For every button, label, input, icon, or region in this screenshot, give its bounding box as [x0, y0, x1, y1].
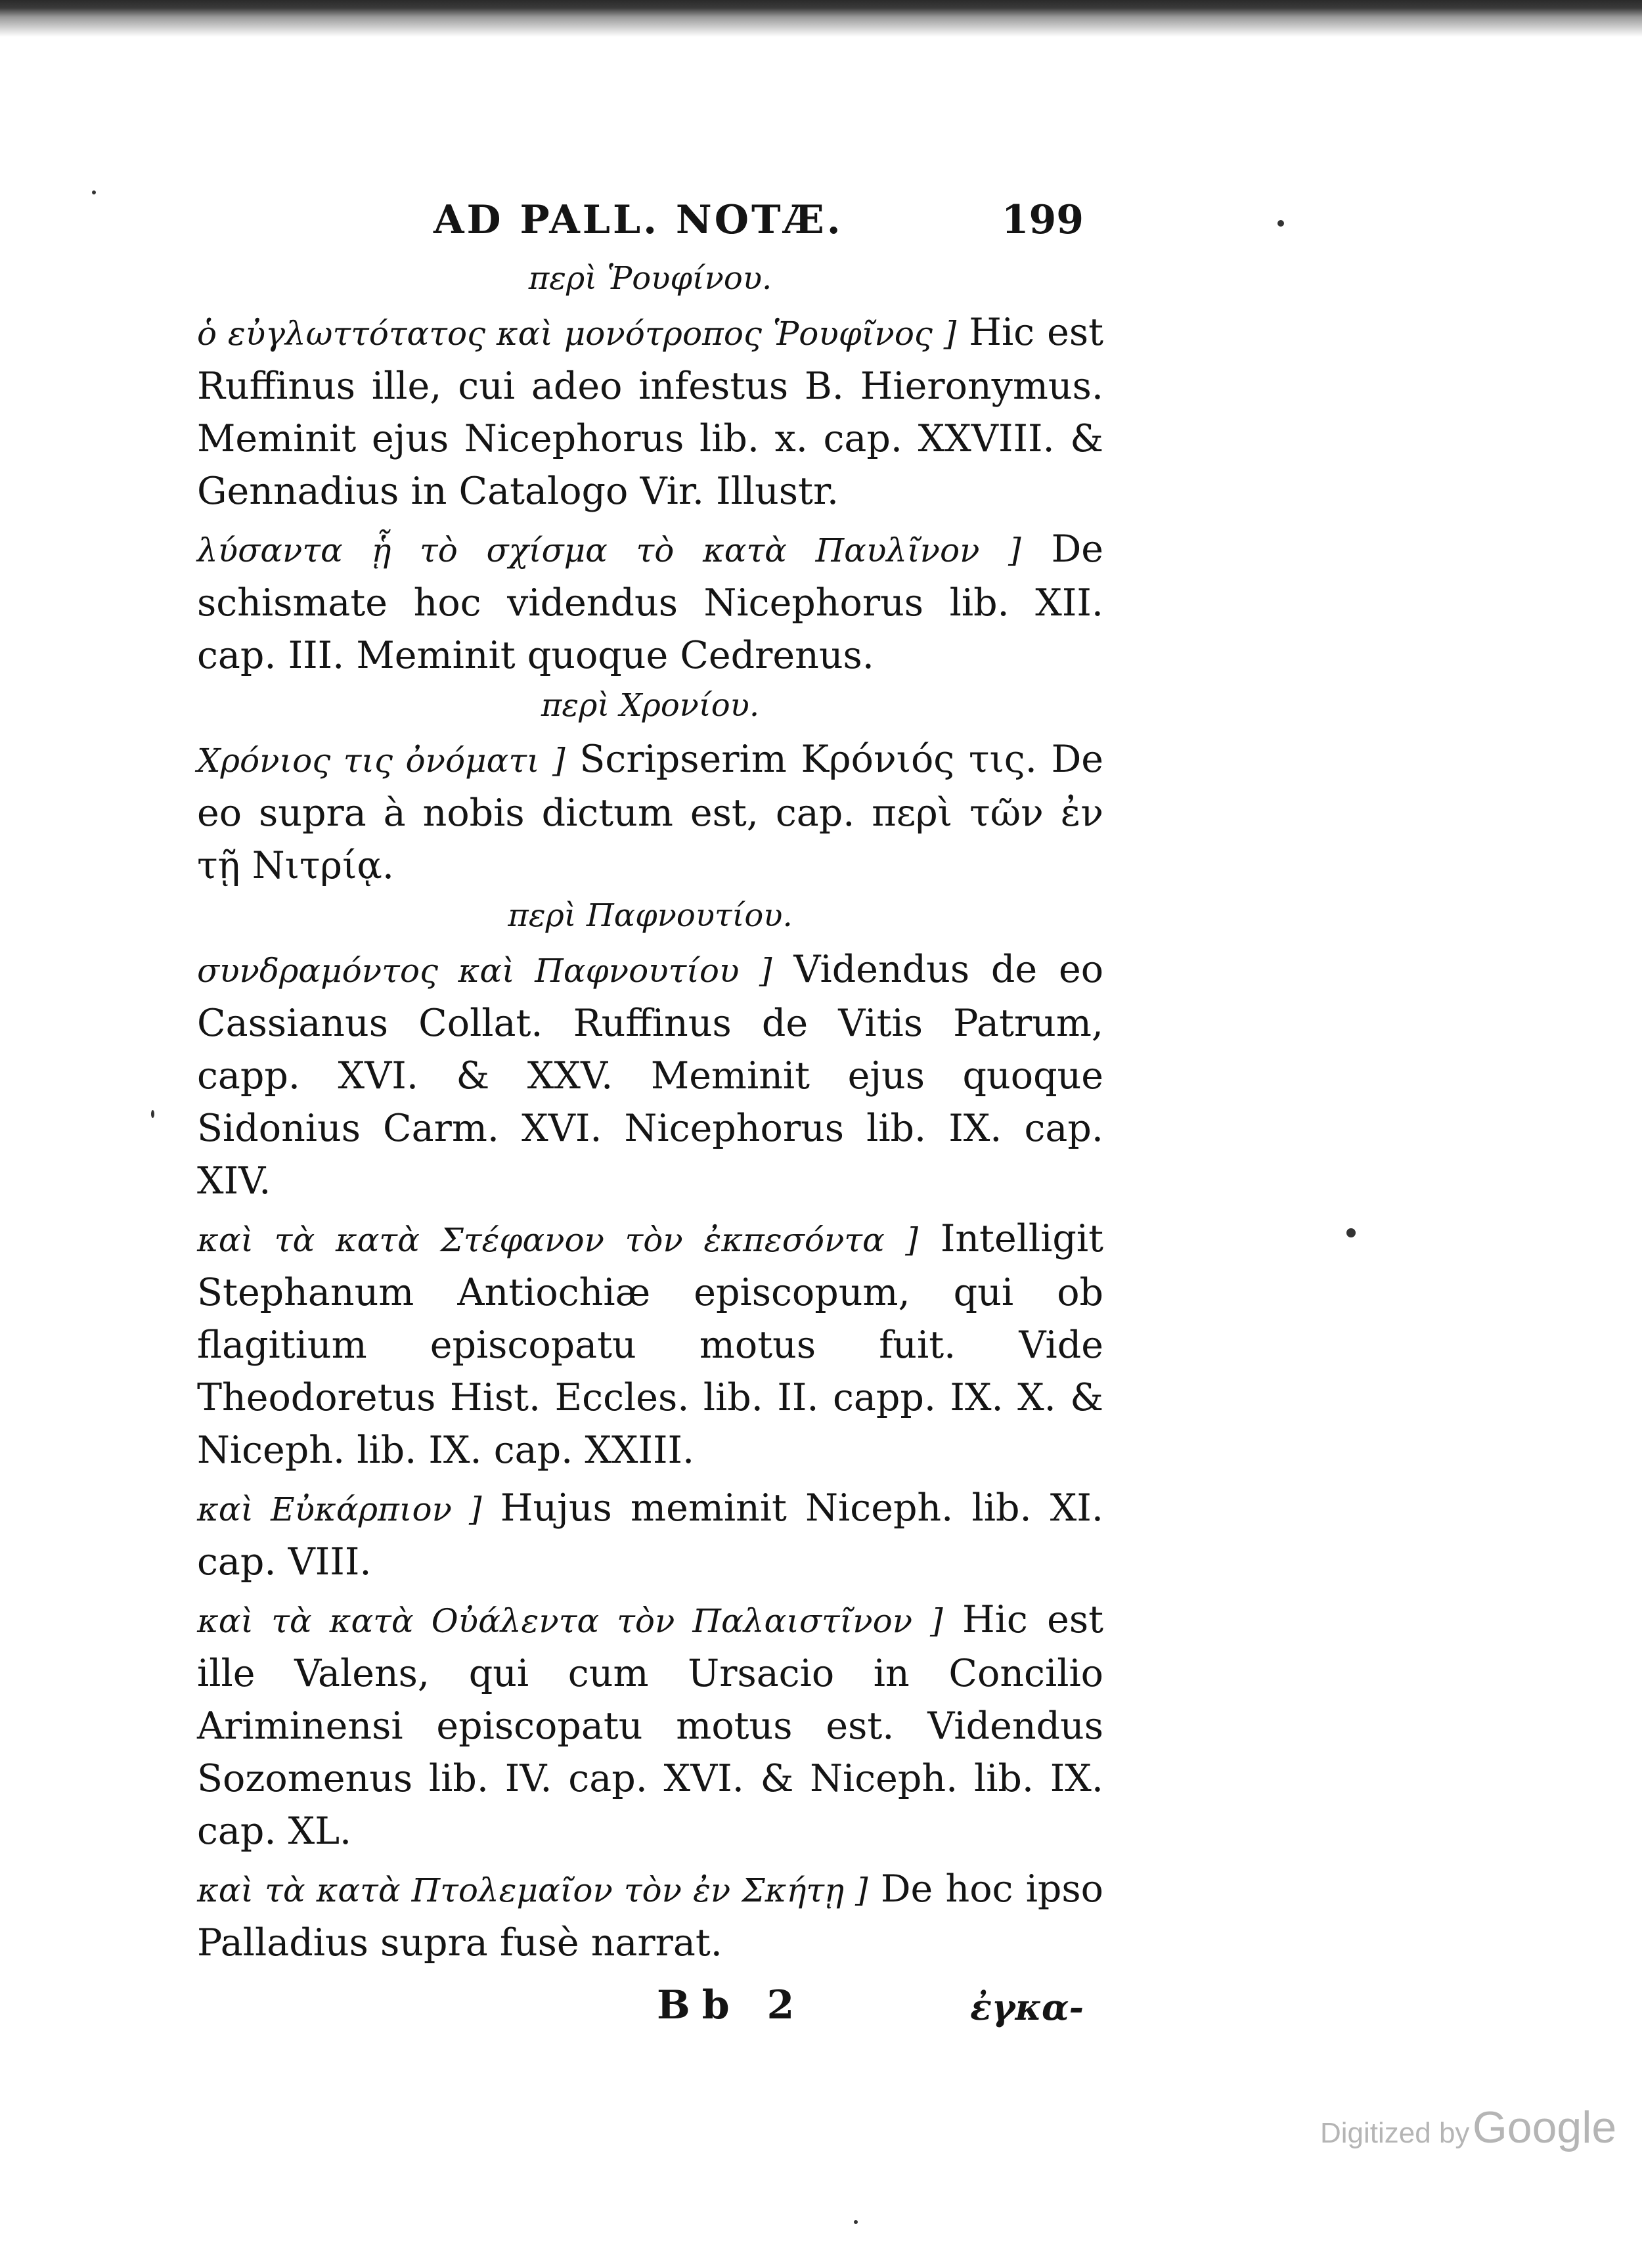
note-text: Intelligit Stephanum Antiochiæ episcopum, qui ob flagitium episcopatu motus fuit. Vide Theodoretus Hist. Eccles. lib. II. capp. IX. X. & Niceph. lib. IX. cap. XXIII.: [197, 1217, 1104, 1472]
note-text: Hic est ille Valens, qui cum Ursacio in Concilio Ariminensi episcopatu motus est. Videndus Sozomenus lib. IV. cap. XVI. & Niceph. lib. IX. cap. XL.: [197, 1598, 1104, 1853]
catchline: [197, 1982, 1103, 2041]
note-paragraph: [197, 306, 1103, 518]
greek-lemma: ὁ εὐγλωττότατος καὶ μονότροπος Ῥουφῖνος ]: [197, 315, 957, 353]
digitized-watermark: [1320, 2102, 1616, 2153]
note-text: Videndus de eo Cassianus Collat. Ruffinus de Vitis Patrum, capp. XVI. & XXV. Meminit ejus quoque Sidonius Carm. XVI. Nicephorus lib. IX. cap. XIV.: [197, 948, 1104, 1203]
section-heading: περὶ Παφνουτίου.: [508, 897, 793, 934]
scan-speck: [1277, 220, 1284, 227]
scan-speck: [1346, 1228, 1356, 1237]
note-paragraph: [197, 523, 1103, 682]
note-paragraph: [197, 1593, 1103, 1857]
running-title: AD PALL. NOTÆ.: [433, 197, 843, 243]
greek-lemma: καὶ τὰ κατὰ Στέφανον τὸν ἐκπεσόντα ]: [197, 1221, 918, 1259]
google-logo: Google: [1472, 2102, 1617, 2152]
book-page: [197, 197, 1103, 2041]
page-number: 199: [1001, 197, 1084, 243]
greek-lemma: συνδραμόντος καὶ Παφνουτίου ]: [197, 952, 772, 990]
note-text: Hic est Ruffinus ille, cui adeo infestus B. Hieronymus. Meminit ejus Nicephorus lib. x. cap. XXVIII. & Gennadius in Catalogo Vir. Illustr.: [197, 311, 1103, 513]
note-text: De hoc ipso Palladius supra fusè narrat.: [197, 1867, 1103, 1965]
catchword: ἐγκα-: [970, 1986, 1084, 2028]
section-paphnutius: [197, 897, 1103, 1969]
greek-lemma: λύσαντα ᾗ τὸ σχίσμα τὸ κατὰ Παυλῖνον ]: [197, 531, 1021, 569]
greek-lemma: Χρόνιος τις ὀνόματι ]: [197, 742, 566, 780]
section-chronius: [197, 687, 1103, 892]
scan-speck: [854, 2220, 858, 2224]
running-head: [197, 197, 1103, 256]
scan-speck: [151, 1110, 154, 1118]
note-text: De schismate hoc videndus Nicephorus lib. XII. cap. III. Meminit quoque Cedrenus.: [197, 527, 1103, 677]
note-paragraph: [197, 1212, 1103, 1477]
signature-mark: Bb 2: [657, 1982, 807, 2028]
section-heading: περὶ Χρονίου.: [541, 687, 760, 724]
greek-lemma: καὶ τὰ κατὰ Οὐάλεντα τὸν Παλαιστῖνον ]: [197, 1602, 943, 1640]
note-paragraph: [197, 1482, 1103, 1588]
note-paragraph: [197, 1863, 1103, 1969]
watermark-prefix: Digitized by: [1320, 2117, 1470, 2149]
section-rufinus: [197, 260, 1103, 682]
note-text: Scripserim Κρόνιός τις. De eo supra à nobis dictum est, cap. περὶ τῶν ἐν τῇ Νιτρίᾳ.: [197, 738, 1104, 887]
greek-lemma: καὶ Εὐκάρπιον ]: [197, 1490, 482, 1528]
note-paragraph: [197, 943, 1103, 1207]
scan-shadow: [0, 0, 1642, 39]
note-text: Hujus meminit Niceph. lib. XI. cap. VIII.: [197, 1486, 1104, 1584]
scan-speck: [92, 190, 96, 194]
greek-lemma: καὶ τὰ κατὰ Πτολεμαῖον τὸν ἐν Σκήτῃ ]: [197, 1871, 868, 1909]
note-paragraph: [197, 733, 1103, 892]
section-heading: περὶ Ῥουφίνου.: [528, 260, 772, 297]
